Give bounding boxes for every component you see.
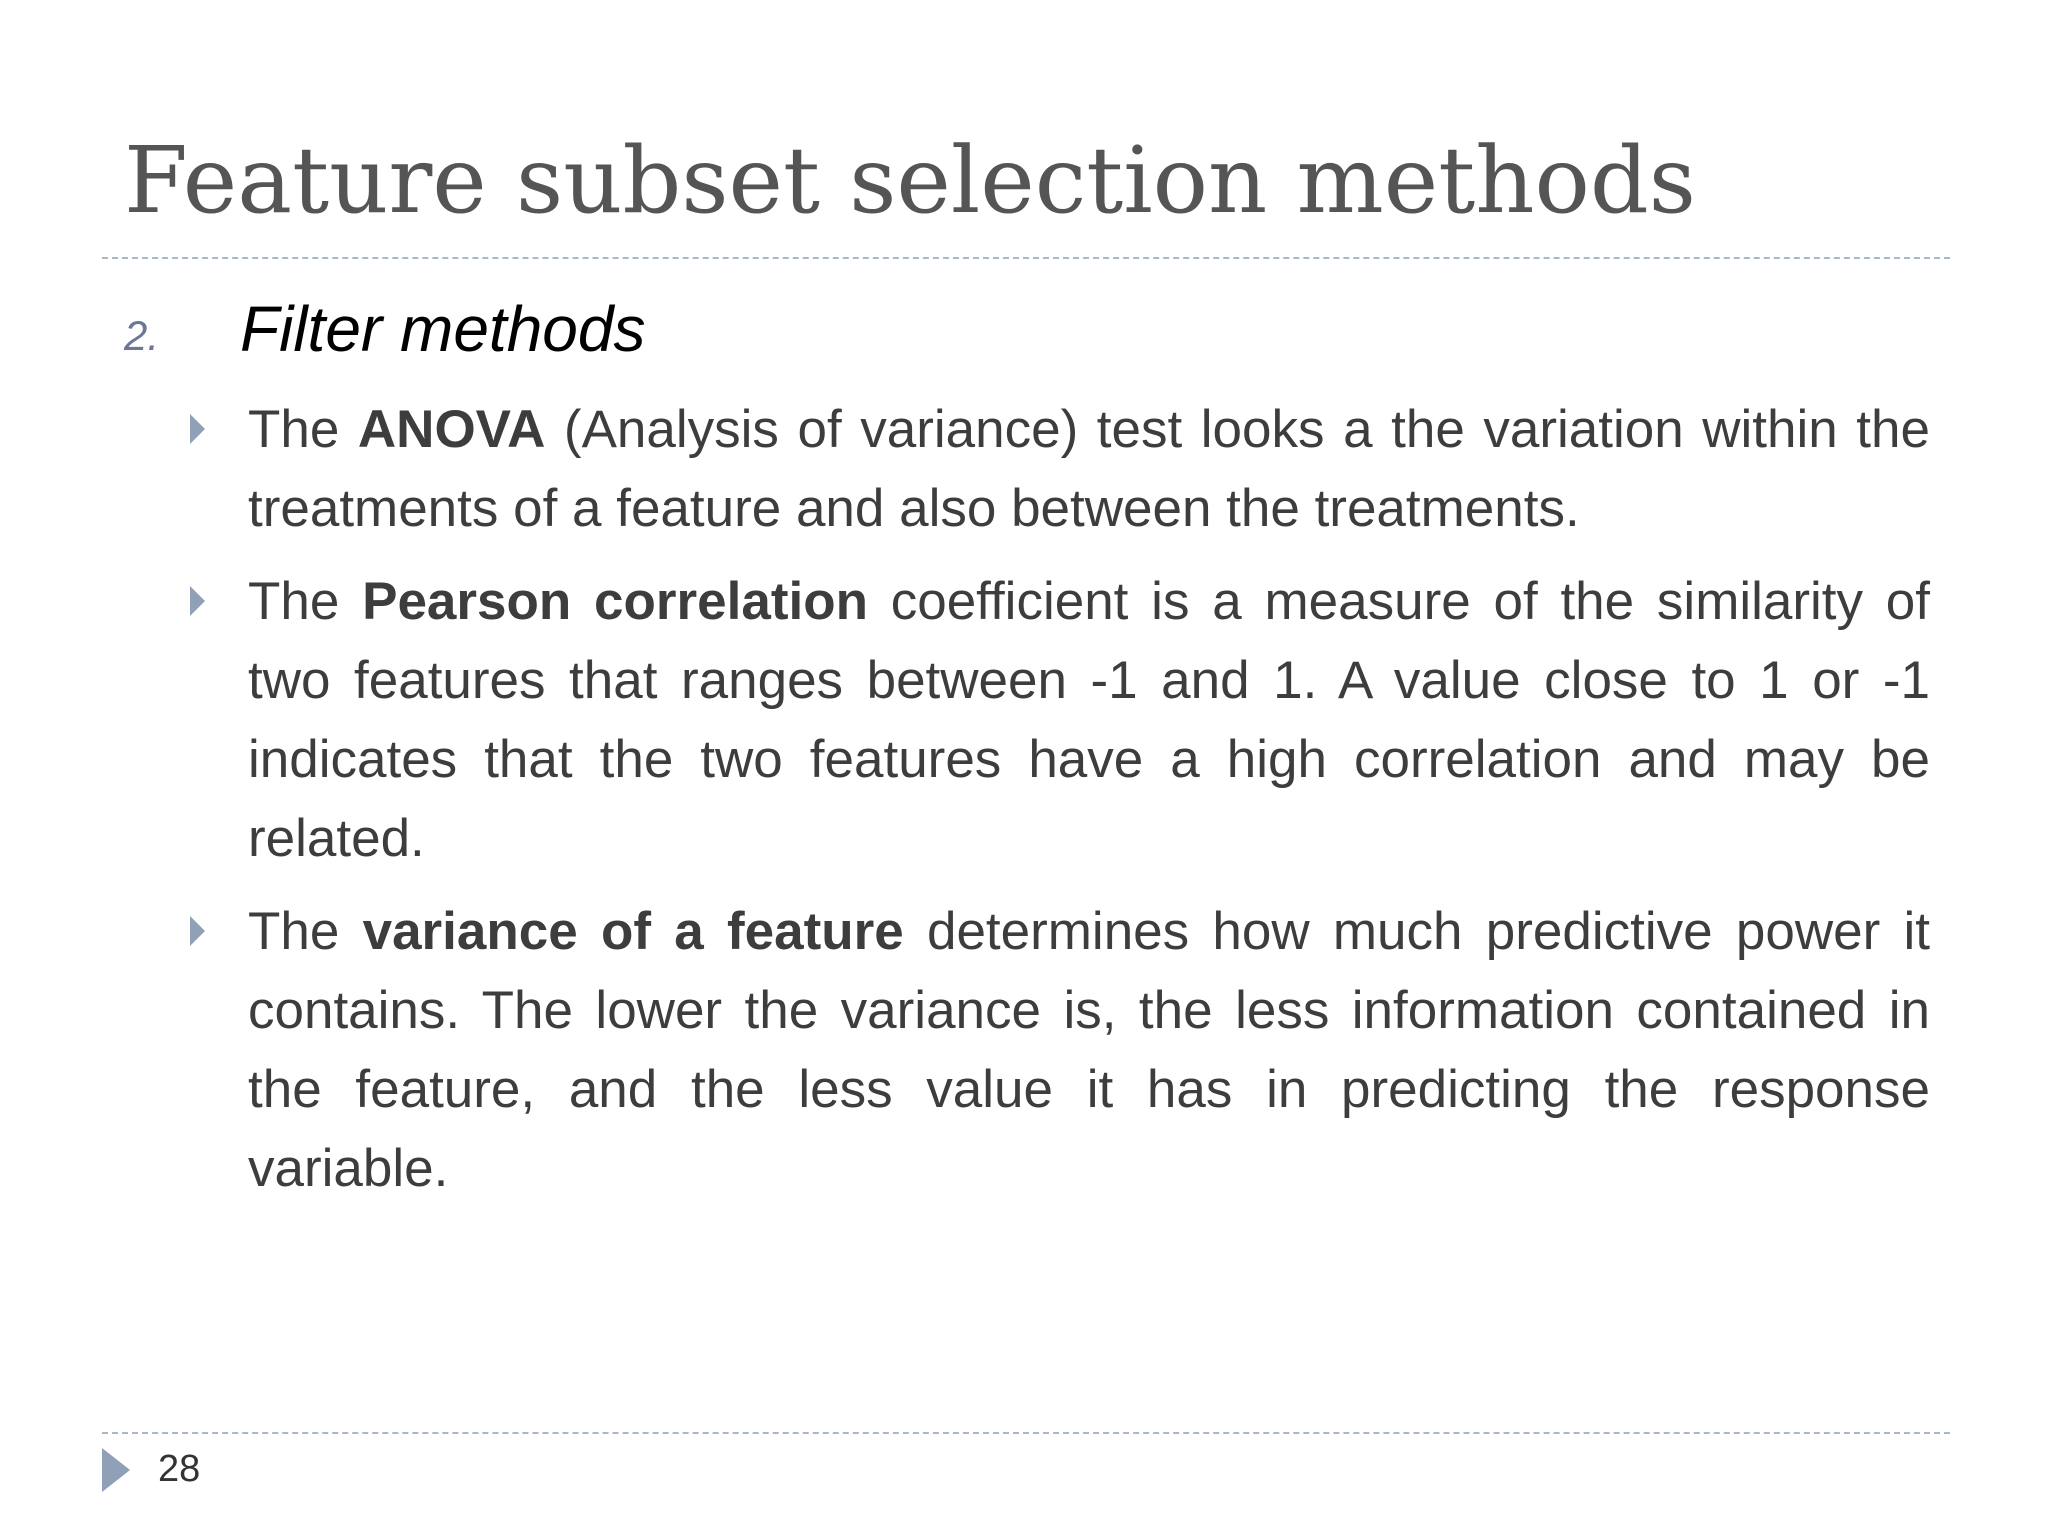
section-number: 2. (124, 312, 160, 359)
bullet-bold-term: Pearson correlation (362, 572, 868, 631)
bullet-item-pearson (180, 562, 1930, 878)
triangle-right-icon (102, 1448, 130, 1492)
bullet-item-anova (180, 390, 1930, 548)
section-title: Filter methods (240, 293, 646, 365)
triangle-right-icon (190, 586, 205, 616)
bullet-text (248, 390, 1930, 548)
bullet-rest: coefficient is a measure of the similarity of two features that ranges between -1 and 1. A value close to 1 or -1 indicates that the two features have a high correlation and may be related. (248, 572, 1930, 868)
bullet-prefix: The (248, 400, 358, 459)
bullet-rest: determines how much predictive power it contains. The lower the variance is, the less information contained in the feature, and the less value it has in predicting the response variable. (248, 902, 1930, 1198)
page-number: 28 (158, 1448, 201, 1490)
bullet-list (180, 390, 1930, 1222)
bullet-rest: (Analysis of variance) test looks a the variation within the treatments of a feature and also between the treatments. (248, 400, 1930, 538)
bullet-item-variance (180, 892, 1930, 1208)
triangle-right-icon (190, 414, 205, 444)
bullet-bold-term: ANOVA (357, 400, 546, 459)
bullet-bold-term: variance of a feature (362, 902, 904, 961)
triangle-right-icon (190, 916, 205, 946)
bullet-prefix: The (248, 902, 363, 961)
bullet-text (248, 892, 1930, 1208)
bullet-prefix: The (248, 572, 363, 631)
bullet-text (248, 562, 1930, 878)
slide-title: Feature subset selection methods (124, 127, 1696, 234)
footer-divider (102, 1432, 1950, 1434)
title-divider (102, 257, 1950, 259)
section-heading (124, 292, 1924, 372)
